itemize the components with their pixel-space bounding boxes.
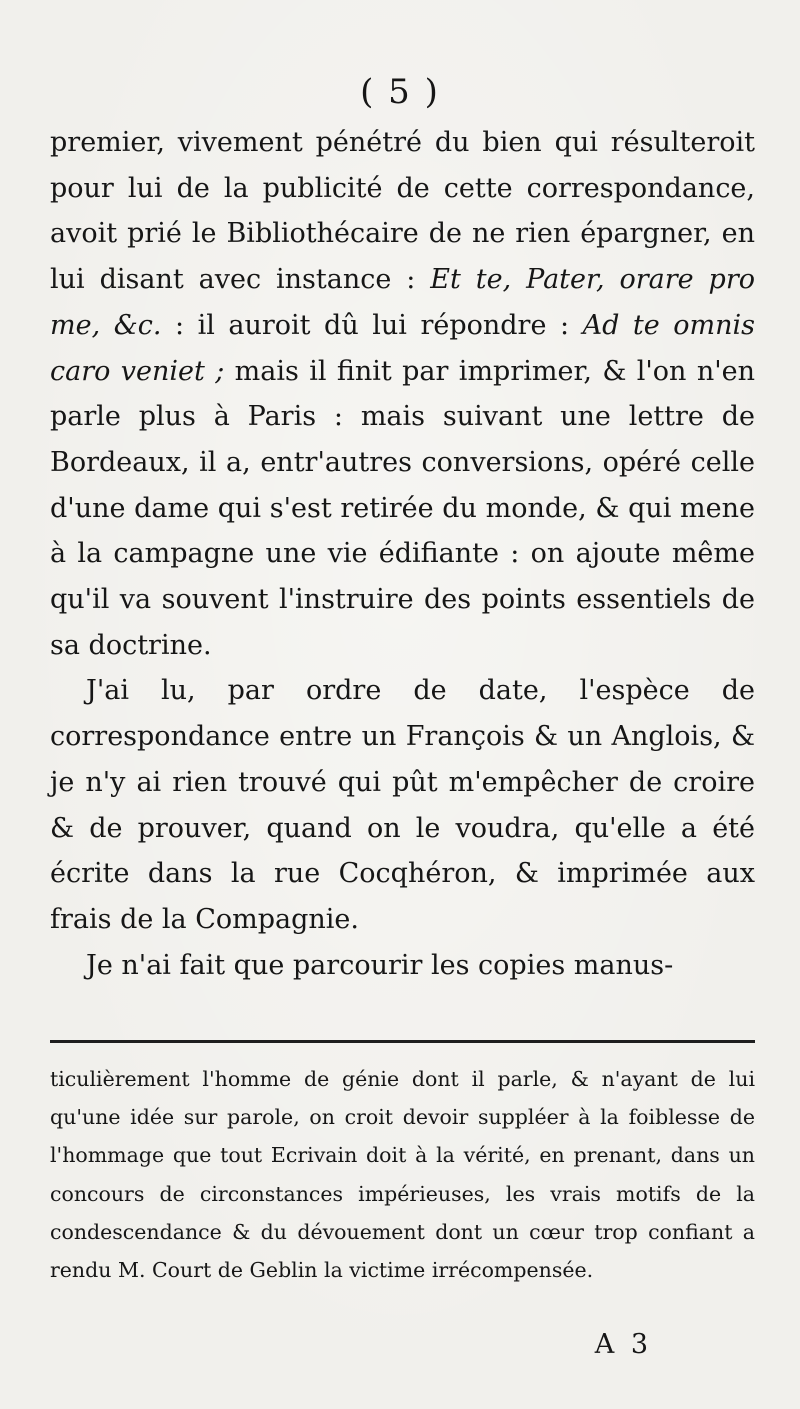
footnote: ticulièrement l'homme de génie dont il parle, & n'ayant de lui qu'une idée sur parole, on croit devoir suppléer à la foiblesse de l'hommage que tout Ecrivain doit à la vérité, en prenant, dans un concours de circonstances impérieuses, les vrais motifs de la condescendance & du dévouement dont un cœur trop confiant a rendu M. Court de Geblin la victime irrécompensée. [50,1067,755,1283]
latin-quote-1: Et te, Pater, orare pro me, &c. [50,264,755,341]
latin-quote-2: Ad te omnis caro veniet ; [50,309,756,387]
footnote-divider [50,1040,755,1043]
paragraph-1-part-a: premier, vivement pénétré du bien qui résulteroit pour lui de la publicité de cette correspondance, avoit prié le Bibliothécaire de ne rien épargner, en lui disant avec instance : [50,127,755,296]
paragraph-1 [50,120,755,668]
signature-mark: A 3 [594,1329,652,1360]
paragraph-1-part-c: mais il finit par imprimer, & l'on n'en parle plus à Paris : mais suivant une lettre de Bordeaux, il a, entr'autres conversions, opéré celle d'une dame qui s'est retirée du monde, & qui mene à la campagne une vie édifiante : on ajoute même qu'il va souvent l'instruire des points essentiels de sa doctrine. [50,355,755,661]
page-number: ( 5 ) [360,72,440,112]
paragraph-2: J'ai lu, par ordre de date, l'espèce de correspondance entre un François & un Anglois, & je n'y ai rien trouvé qui pût m'empêcher de croire & de prouver, quand on le voudra, qu'elle a été écrite dans la rue Cocqhéron, & imprimée aux frais de la Compagnie. [50,675,755,935]
main-text [50,120,755,988]
paragraph-3: Je n'ai fait que parcourir les copies manus- [86,949,674,981]
paragraph-1-part-b: : il auroit dû lui répondre : [161,309,583,341]
